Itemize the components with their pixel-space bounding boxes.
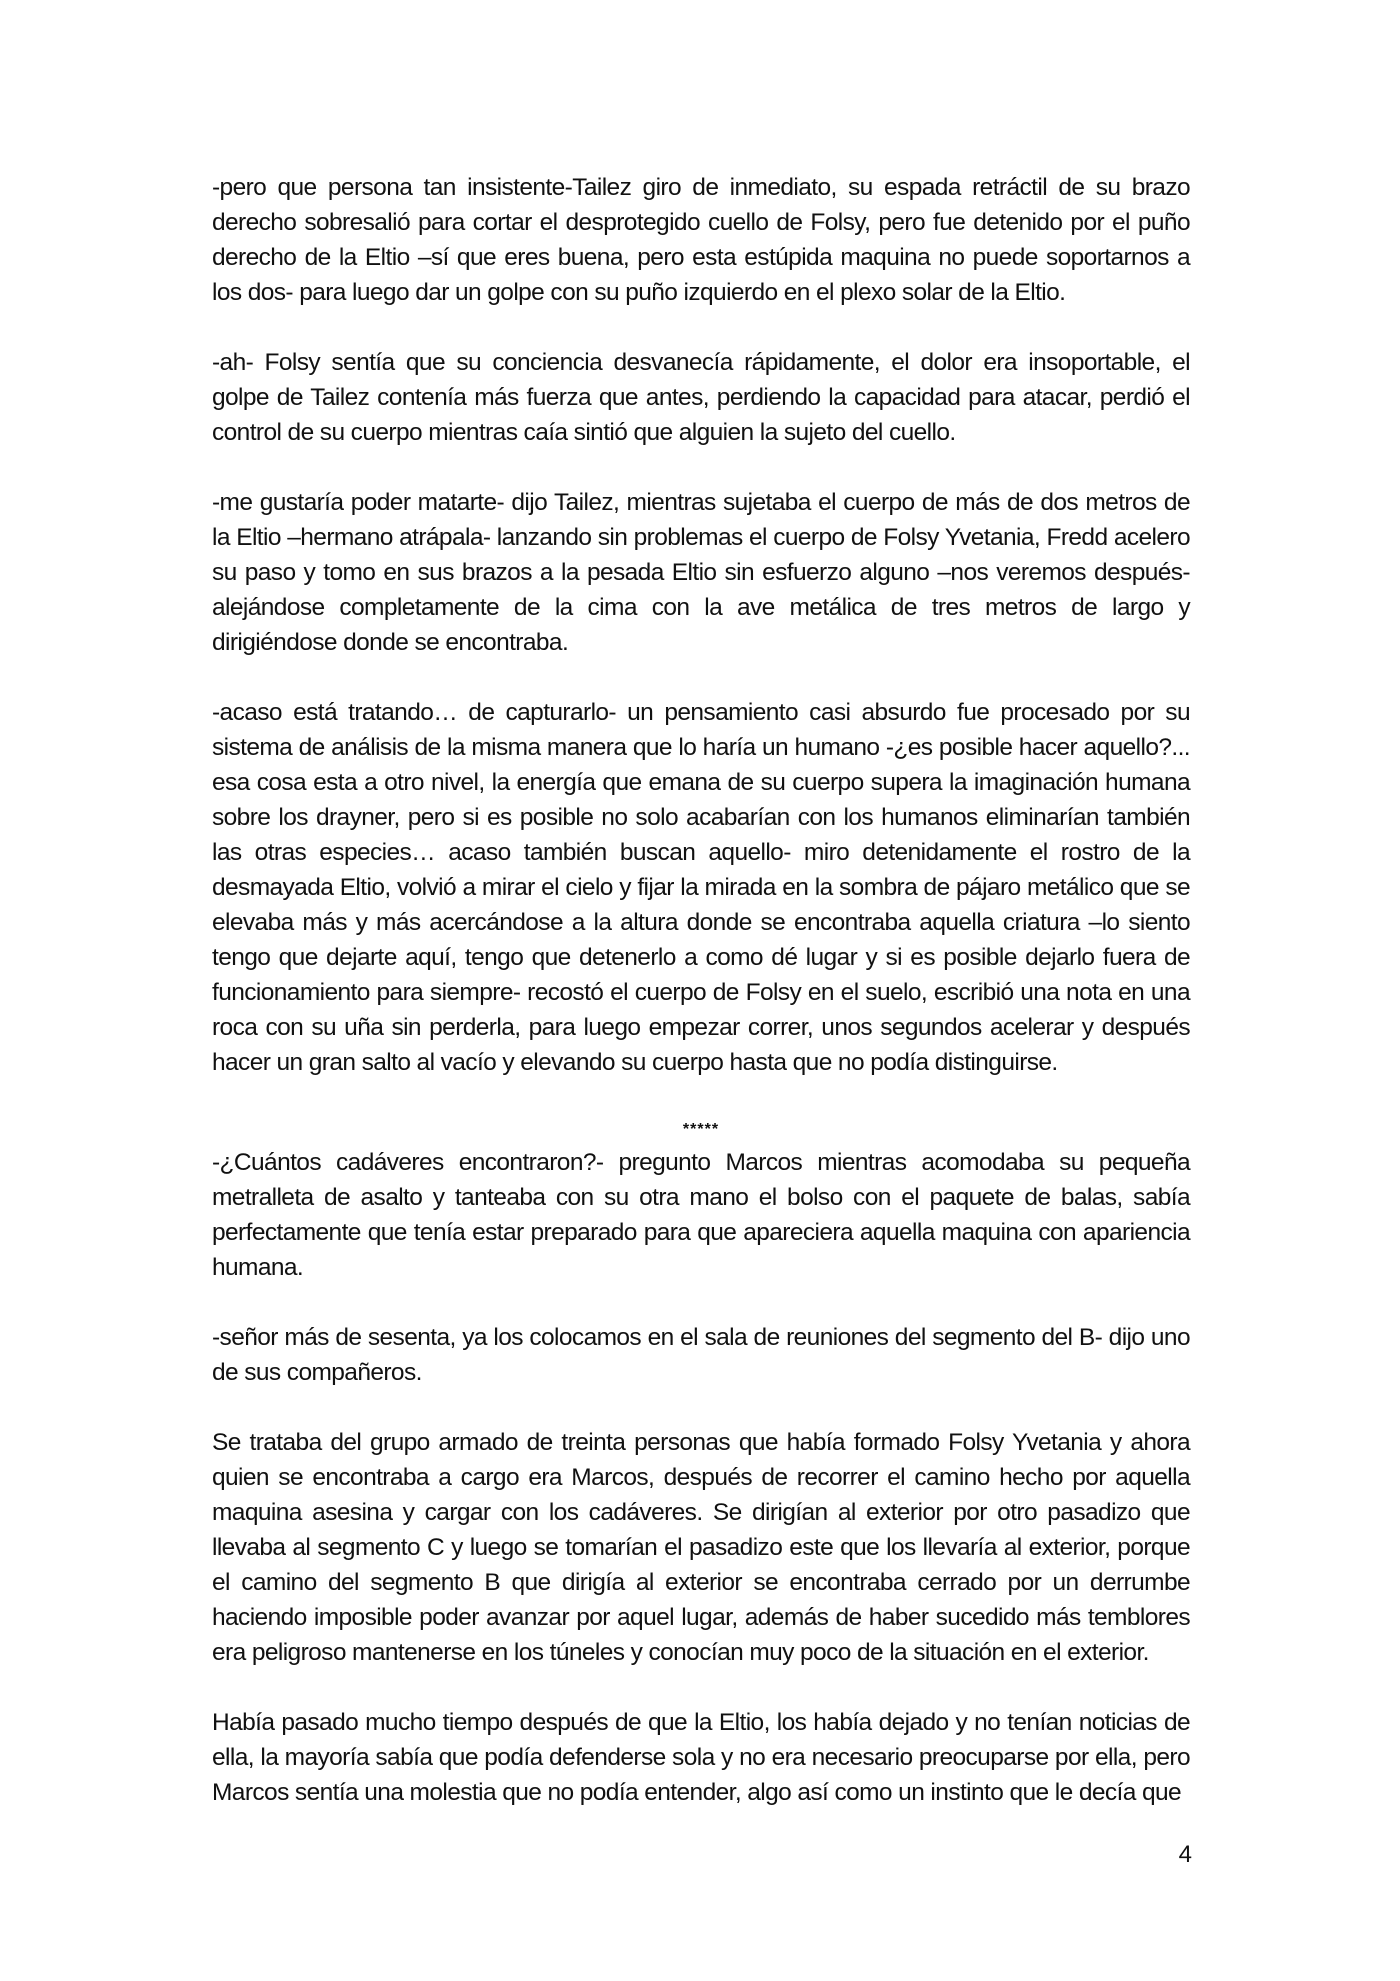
page-number: 4 <box>1178 1841 1192 1868</box>
paragraph: Había pasado mucho tiempo después de que la Eltio, los había dejado y no tenían noticias de ella, la mayoría sabía que podía defenderse sola y no era necesario preocuparse por ella, pero Marcos sentía una molestia que no podía entender, algo así como un instinto que le decía que <box>212 1709 1190 1806</box>
paragraph: -¿Cuántos cadáveres encontraron?- pregunto Marcos mientras acomodaba su pequeña metralleta de asalto y tanteaba con su otra mano el bolso con el paquete de balas, sabía perfectamente que tenía estar preparado para que apareciera aquella maquina con apariencia humana. <box>212 1149 1190 1281</box>
paragraph: -señor más de sesenta, ya los colocamos en el sala de reuniones del segmento del B- dijo uno de sus compañeros. <box>212 1324 1190 1386</box>
paragraph: -pero que persona tan insistente-Tailez giro de inmediato, su espada retráctil de su brazo derecho sobresalió para cortar el desprotegido cuello de Folsy, pero fue detenido por el puño derecho de la Eltio –sí que eres buena, pero esta estúpida maquina no puede soportarnos a los dos- para luego dar un golpe con su puño izquierdo en el plexo solar de la Eltio. <box>212 174 1190 306</box>
paragraph: -ah- Folsy sentía que su conciencia desvanecía rápidamente, el dolor era insoportable, el golpe de Tailez contenía más fuerza que antes, perdiendo la capacidad para atacar, perdió el control de su cuerpo mientras caía sintió que alguien la sujeto del cuello. <box>212 349 1190 446</box>
paragraph: -me gustaría poder matarte- dijo Tailez, mientras sujetaba el cuerpo de más de dos metros de la Eltio –hermano atrápala- lanzando sin problemas el cuerpo de Folsy Yvetania, Fredd acelero su paso y tomo en sus brazos a la pesada Eltio sin esfuerzo alguno –nos veremos después- alejándose completamente de la cima con la ave metálica de tres metros de largo y dirigiéndose donde se encontraba. <box>212 489 1190 656</box>
scene-separator: ***** <box>682 1121 720 1138</box>
body-text <box>212 170 1190 1845</box>
paragraph: Se trataba del grupo armado de treinta personas que había formado Folsy Yvetania y ahora quien se encontraba a cargo era Marcos, después de recorrer el camino hecho por aquella maquina asesina y cargar con los cadáveres. Se dirigían al exterior por otro pasadizo que llevaba al segmento C y luego se tomarían el pasadizo este que los llevaría al exterior, porque el camino del segmento B que dirigía al exterior se encontraba cerrado por un derrumbe haciendo imposible poder avanzar por aquel lugar, además de haber sucedido más temblores era peligroso mantenerse en los túneles y conocían muy poco de la situación en el exterior. <box>212 1429 1190 1666</box>
paragraph: -acaso está tratando… de capturarlo- un pensamiento casi absurdo fue procesado por su sistema de análisis de la misma manera que lo haría un humano -¿es posible hacer aquello?... esa cosa esta a otro nivel, la energía que emana de su cuerpo supera la imaginación humana sobre los drayner, pero si es posible no solo acabarían con los humanos eliminarían también las otras especies… acaso también buscan aquello- miro detenidamente el rostro de la desmayada Eltio, volvió a mirar el cielo y fijar la mirada en la sombra de pájaro metálico que se elevaba más y más acercándose a la altura donde se encontraba aquella criatura –lo siento tengo que dejarte aquí, tengo que detenerlo a como dé lugar y si es posible dejarlo fuera de funcionamiento para siempre- recostó el cuerpo de Folsy en el suelo, escribió una nota en una roca con su uña sin perderla, para luego empezar correr, unos segundos acelerar y después hacer un gran salto al vacío y elevando su cuerpo hasta que no podía distinguirse. <box>212 699 1190 1076</box>
